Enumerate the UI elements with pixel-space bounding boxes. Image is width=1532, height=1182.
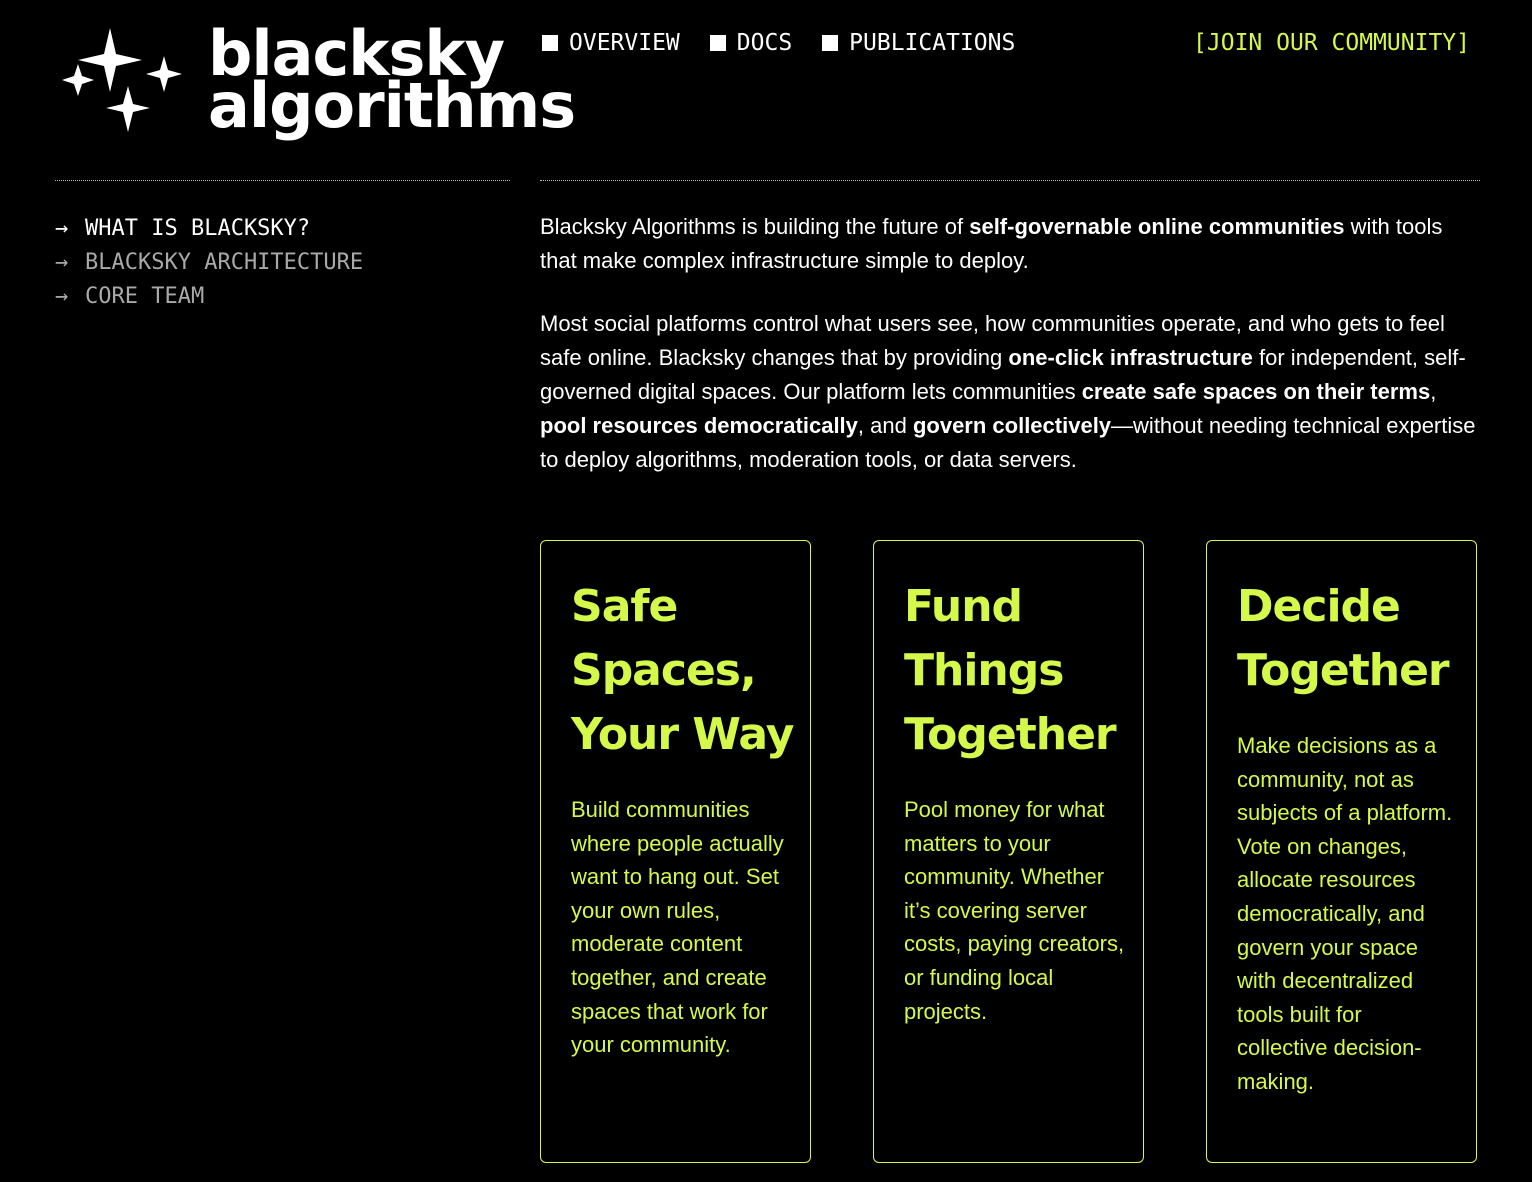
text-span: with tools that make complex infrastructure simple to deploy. [540,214,1443,273]
card-title: Fund Things Together [904,581,1116,760]
toc-item-label: CORE TEAM [85,284,205,309]
card-body: Make decisions as a community, not as subjects of a platform. Vote on changes, allocate resources democratically, and govern your space with decentralized tools built for collective decision-making. [1237,733,1453,1094]
text-span: —without needing technical expertise to deploy algorithms, moderation tools, or data servers. [540,413,1476,472]
arrow-right-icon: → [55,284,69,309]
feature-card-safe-spaces [540,540,811,1163]
toc-item-what-is-blacksky[interactable] [55,212,363,246]
text-span: , [1430,379,1437,404]
nav-item-docs[interactable] [710,30,792,56]
nav-item-overview[interactable] [542,30,680,56]
toc-item-blacksky-architecture[interactable] [55,246,363,280]
text-span: Blacksky Algorithms is building the future of [540,214,970,239]
text-span: , and [857,413,913,438]
sparkle-logo-icon [58,24,198,144]
toc-item-label: WHAT IS BLACKSKY? [85,216,311,241]
card-title: Decide Together [1237,581,1449,696]
divider [55,180,510,181]
main-nav [542,30,1045,56]
card-body: Pool money for what matters to your community. Whether it’s covering server costs, paying creators, or funding local projects. [904,797,1125,1024]
square-bullet-icon [542,35,558,51]
feature-card-fund-things [873,540,1144,1163]
table-of-contents [55,212,363,314]
nav-item-label: PUBLICATIONS [849,30,1016,56]
nav-item-label: OVERVIEW [569,30,680,56]
emphasis-text: self-governable online communities [969,214,1345,239]
logo-wordmark-line2: algorithms [208,69,576,142]
toc-item-label: BLACKSKY ARCHITECTURE [85,250,364,275]
emphasis-text: govern collectively [912,413,1112,438]
intro-paragraph [540,210,1485,278]
square-bullet-icon [822,35,838,51]
site-logo[interactable] [58,17,576,144]
intro-section [540,210,1485,506]
emphasis-text: create safe spaces on their terms [1081,379,1431,404]
toc-item-core-team[interactable] [55,280,363,314]
logo-wordmark-line1: blacksky [208,17,505,90]
arrow-right-icon: → [55,216,69,241]
emphasis-text: pool resources democratically [540,413,858,438]
feature-card-decide-together [1206,540,1477,1163]
emphasis-text: one-click infrastructure [1008,345,1253,370]
nav-item-label: DOCS [736,30,793,56]
card-title: Safe Spaces, Your Way [571,581,794,760]
square-bullet-icon [710,35,726,51]
card-body: Build communities where people actually want to hang out. Set your own rules, moderate content together, and create spaces that work for your community. [571,797,784,1058]
divider [540,180,1480,181]
arrow-right-icon: → [55,250,69,275]
intro-paragraph [540,307,1485,477]
nav-item-publications[interactable] [822,30,1015,56]
join-community-link[interactable]: [JOIN OUR COMMUNITY] [1193,30,1470,56]
text-span: Most social platforms control what users see, how communities operate, and who gets to feel safe online. Blacksky changes that by providing [540,311,1445,370]
text-span: for independent, self-governed digital spaces. Our platform lets communities [540,345,1466,404]
